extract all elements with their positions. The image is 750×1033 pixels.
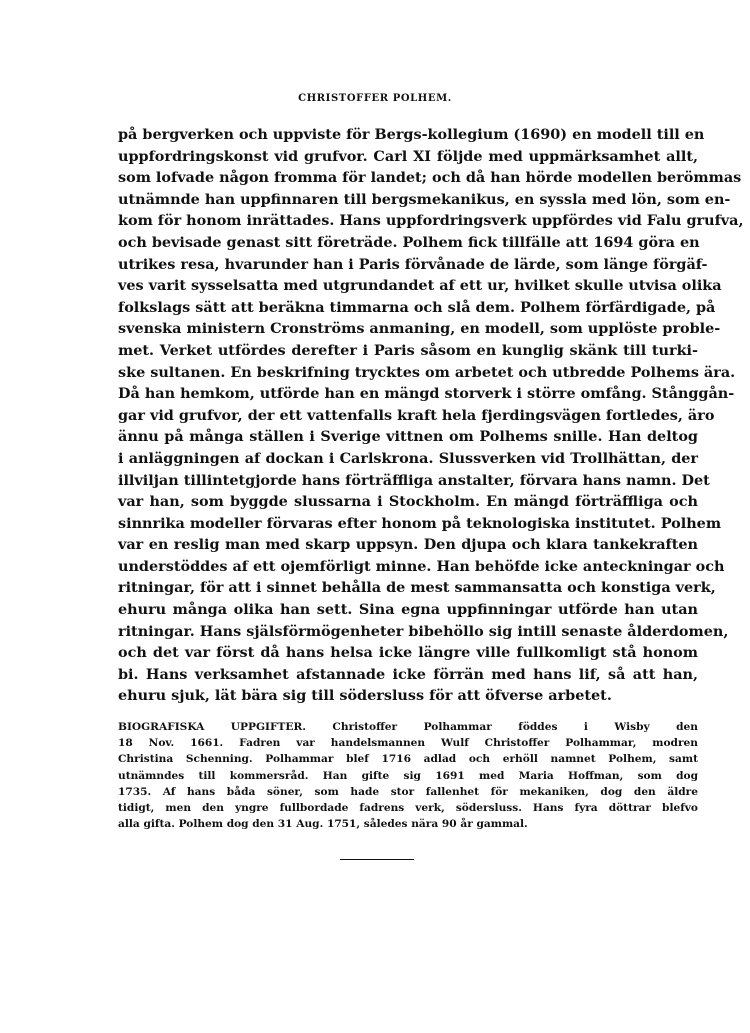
note-line: Christina Schenning. Polhammar blef 1716 adlad och erhöll namnet Polhem, samt bbox=[118, 753, 698, 766]
body-line: gar vid grufvor, der ett vattenfalls kraft hela fjerdingsvägen fortledes, äro bbox=[118, 406, 715, 424]
body-line: var han, som byggde slussarna i Stockholm. En mängd förträffliga och bbox=[118, 493, 698, 511]
body-line: understöddes af ett ojemförligt minne. Han behöfde icke anteckningar och bbox=[118, 557, 725, 575]
body-line: Då han hemkom, utförde han en mängd storverk i större omfång. Stånggån- bbox=[118, 385, 735, 403]
note-line: alla gifta. Polhem dog den 31 Aug. 1751, således nära 90 år gammal. bbox=[118, 818, 528, 831]
body-line: utrikes resa, hvarunder han i Paris förvånade de lärde, som länge förgäf- bbox=[118, 255, 708, 273]
body-line: och det var först då hans helsa icke längre ville fullkomligt stå honom bbox=[118, 644, 698, 662]
body-line: som lofvade någon fromma för landet; och då han hörde modellen berömmas bbox=[118, 169, 742, 187]
body-line: met. Verket utfördes derefter i Paris såsom en kunglig skänk till turki- bbox=[118, 341, 698, 359]
body-line: ske sultanen. En beskrifning trycktes om arbetet och utbredde Polhems ära. bbox=[118, 363, 736, 381]
body-line: ritningar. Hans själsförmögenheter bibehöllo sig intill senaste ålderdomen, bbox=[118, 622, 729, 640]
closing-rule bbox=[340, 859, 414, 860]
body-line: bi. Hans verksamhet afstannade icke förrän med hans lif, så att han, bbox=[118, 665, 698, 683]
body-line: sinnrika modeller förvaras efter honom på teknologiska institutet. Polhem bbox=[118, 514, 722, 532]
note-line: BIOGRAFISKA UPPGIFTER. Christoffer Polhammar föddes i Wisby den bbox=[118, 721, 698, 733]
body-text bbox=[118, 124, 744, 707]
biographical-note bbox=[118, 719, 698, 832]
body-line: ehuru sjuk, lät bära sig till södersluss för att öfverse arbetet. bbox=[118, 687, 612, 705]
body-line: svenska ministern Cronströms anmaning, en modell, som upplöste proble- bbox=[118, 320, 721, 338]
body-line: i anläggningen af dockan i Carlskrona. Slussverken vid Trollhättan, der bbox=[118, 449, 698, 467]
body-line: folkslags sätt att beräkna timmarna och slå dem. Polhem förfärdigade, på bbox=[118, 298, 716, 316]
body-line: ännu på många ställen i Sverige vittnen om Polhems snille. Han deltog bbox=[118, 428, 698, 446]
running-head: CHRISTOFFER POLHEM. bbox=[298, 93, 452, 104]
body-line: var en reslig man med skarp uppsyn. Den djupa och klara tankekraften bbox=[118, 536, 698, 554]
body-line: illviljan tillintetgjorde hans förträffliga anstalter, förvara hans namn. Det bbox=[118, 471, 710, 489]
body-line: ves varit sysselsatta med utgrundandet af ett ur, hvilket skulle utvisa olika bbox=[118, 277, 722, 295]
body-line: på bergverken och uppviste för Bergs-kollegium (1690) en modell till en bbox=[118, 126, 705, 143]
note-line: utnämndes till kommersråd. Han gifte sig 1691 med Maria Hoffman, som dog bbox=[118, 769, 698, 782]
body-line: ehuru många olika han sett. Sina egna uppfinningar utförde han utan bbox=[118, 601, 698, 619]
body-line: och bevisade genast sitt företräde. Polhem fick tillfälle att 1694 göra en bbox=[118, 233, 700, 251]
body-line: ritningar, för att i sinnet behålla de mest sammansatta och konstiga verk, bbox=[118, 579, 716, 597]
note-line: 1735. Af hans båda söner, som hade stor fallenhet för mekaniken, dog den äldre bbox=[118, 785, 698, 798]
note-line: tidigt, men den yngre fullbordade fadrens verk, södersluss. Hans fyra döttrar blefvo bbox=[118, 801, 698, 814]
body-line: utnämnde han uppfinnaren till bergsmekanikus, en syssla med lön, som en- bbox=[118, 190, 731, 208]
body-line: kom för honom inrättades. Hans uppfordringsverk uppfördes vid Falu grufva, bbox=[118, 212, 744, 230]
note-line: 18 Nov. 1661. Fadren var handelsmannen Wulf Christoffer Polhammar, modren bbox=[118, 737, 698, 750]
body-line: uppfordringskonst vid grufvor. Carl XI följde med uppmärksamhet allt, bbox=[118, 147, 698, 165]
